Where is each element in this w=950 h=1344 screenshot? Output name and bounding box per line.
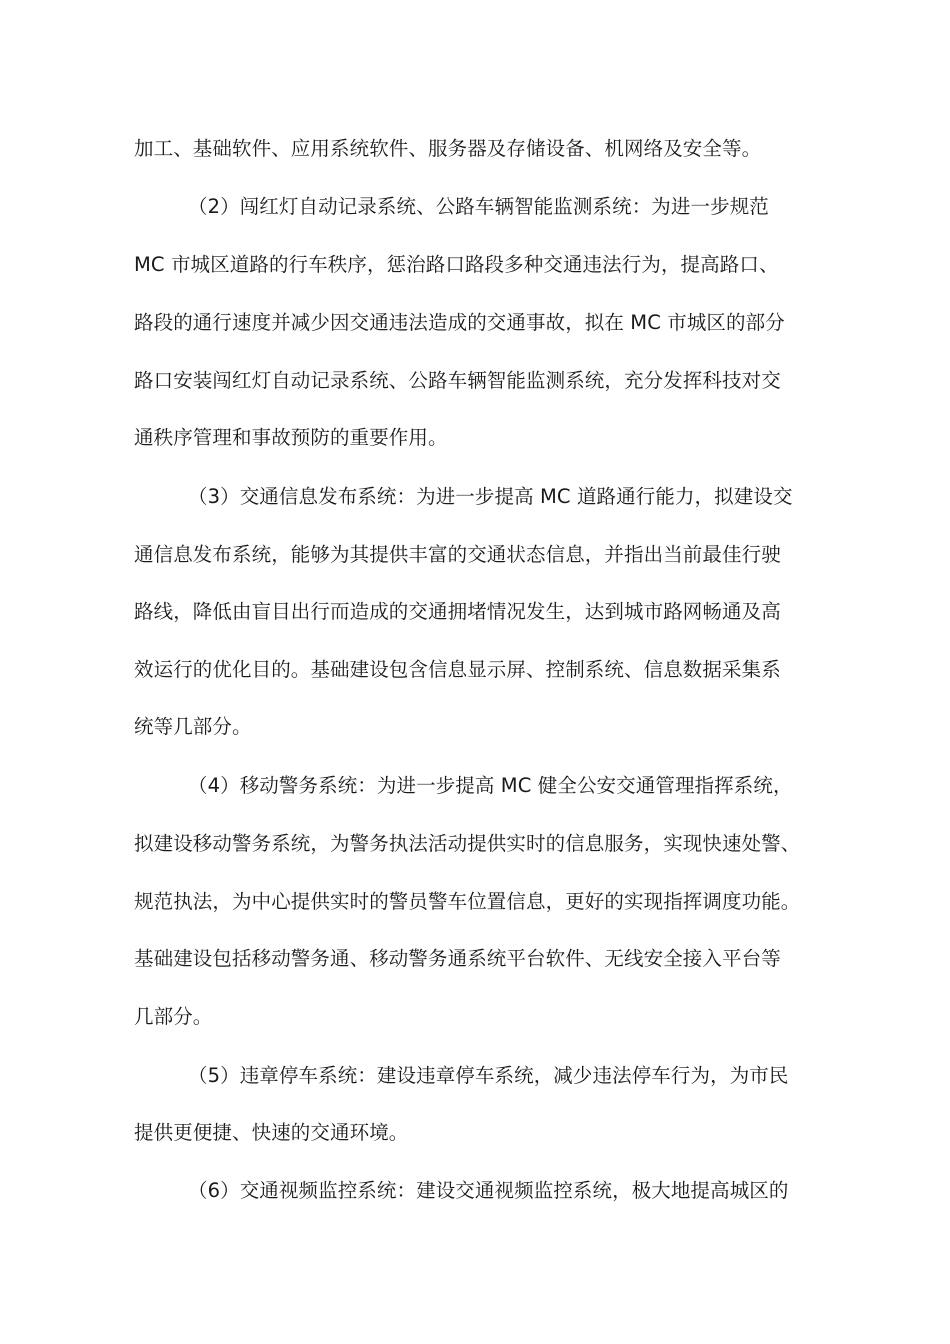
paragraph-2-line-5: 通秩序管理和事故预防的重要作用。: [134, 426, 448, 449]
paragraph-3-line-5: 统等几部分。: [134, 715, 252, 738]
paragraph-4-line-3: 规范执法，为中心提供实时的警员警车位置信息，更好的实现指挥调度功能。: [134, 890, 801, 913]
paragraph-4-line-2: 拟建设移动警务系统，为警务执法活动提供实时的信息服务，实现快速处警、: [134, 832, 801, 855]
paragraph-3-line-4: 效运行的优化目的。基础建设包含信息显示屏、控制系统、信息数据采集系: [134, 658, 781, 681]
paragraph-4-line-1: （4）移动警务系统：为进一步提高 MC 健全公安交通管理指挥系统，: [188, 774, 793, 797]
paragraph-5-line-1: （5）违章停车系统：建设违章停车系统，减少违法停车行为，为市民: [188, 1064, 789, 1087]
paragraph-2-line-3: 路段的通行速度并减少因交通违法造成的交通事故，拟在 MC 市城区的部分: [134, 311, 785, 334]
text-line-1: 加工、基础软件、应用系统软件、服务器及存储设备、机网络及安全等。: [134, 137, 762, 160]
paragraph-2-line-1: （2）闯红灯自动记录系统、公路车辆智能监测系统：为进一步规范: [188, 195, 769, 218]
paragraph-4-line-4: 基础建设包括移动警务通、移动警务通系统平台软件、无线安全接入平台等: [134, 947, 781, 970]
paragraph-5-line-2: 提供更便捷、快速的交通环境。: [134, 1121, 409, 1144]
paragraph-3-line-2: 通信息发布系统，能够为其提供丰富的交通状态信息，并指出当前最佳行驶: [134, 543, 781, 566]
paragraph-6-line-1: （6）交通视频监控系统：建设交通视频监控系统，极大地提高城区的: [188, 1179, 789, 1202]
paragraph-2-line-2: MC 市城区道路的行车秩序，惩治路口路段多种交通违法行为，提高路口、: [134, 253, 779, 276]
paragraph-2-line-4: 路口安装闯红灯自动记录系统、公路车辆智能监测系统，充分发挥科技对交: [134, 369, 781, 392]
paragraph-4-line-5: 几部分。: [134, 1005, 213, 1028]
paragraph-3-line-3: 路线，降低由盲目出行而造成的交通拥堵情况发生，达到城市路网畅通及高: [134, 600, 781, 623]
paragraph-3-line-1: （3）交通信息发布系统：为进一步提高 MC 道路通行能力，拟建设交: [188, 485, 793, 508]
